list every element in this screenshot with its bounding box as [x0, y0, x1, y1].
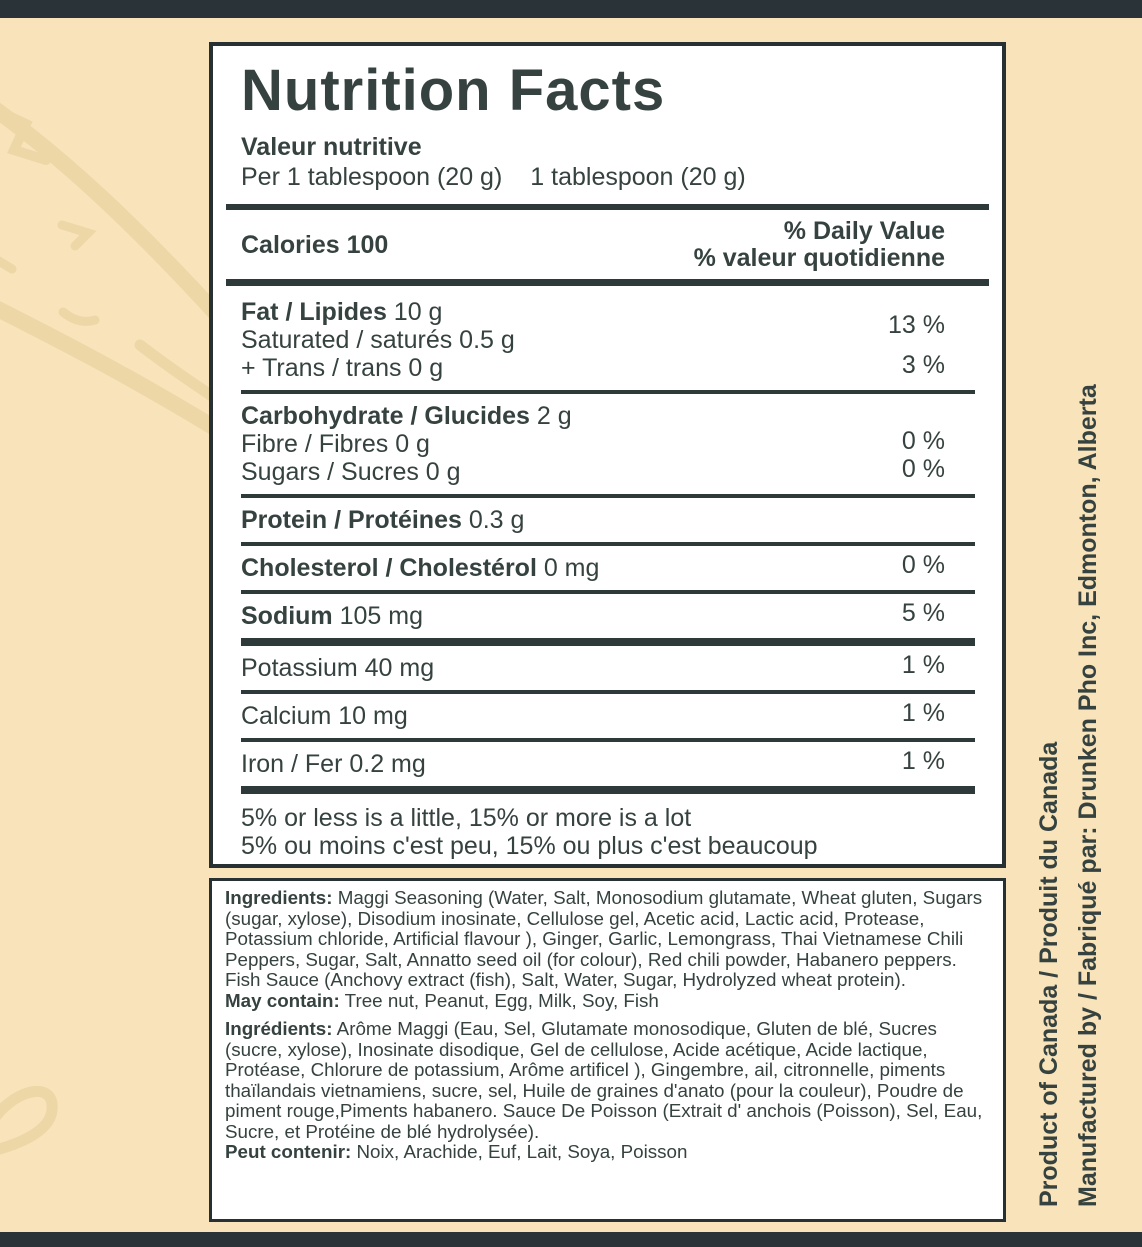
nutrient-amount: Sugars / Sucres 0 g: [241, 458, 461, 486]
ingredients-en-text: Maggi Seasoning (Water, Salt, Monosodium glutamate, Wheat gluten, Sugars (sugar, xylose), Disodium inosinate, Cellulose gel, Acetic acid, Lactic acid, Protease, Potassium chloride, Artificial flavour ), Ginger, Garlic, Lemongrass, Thai Vietnamese Chili Peppers, Sugar, Salt, Annatto seed oil (for colour), Red chili powder, Habanero peppers. Fish Sauce (Anchovy extract (fish), Salt, Water, Sugar, Hydrolyzed wheat protein).: [225, 887, 983, 990]
serving-size-line: [241, 164, 975, 191]
nutrient-row-fat: [241, 298, 975, 326]
nutrient-amount: Calcium 10 mg: [241, 702, 408, 730]
daily-value-percent: 3 %: [901, 351, 945, 379]
peut-contenir-label: Peut contenir:: [225, 1141, 352, 1162]
daily-value-header: [694, 218, 975, 272]
nutrition-facts-title: Nutrition Facts: [241, 58, 666, 123]
ingredients-panel: [209, 878, 1006, 1222]
nutrient-row-sodium: [241, 599, 975, 630]
valeur-nutritive-subtitle: Valeur nutritive: [241, 133, 422, 161]
may-contain-text: Tree nut, Peanut, Egg, Milk, Soy, Fish: [339, 989, 659, 1011]
thick-divider: [241, 786, 975, 794]
daily-value-percent: 1 %: [901, 699, 945, 727]
nutrient-row-calcium: [241, 699, 975, 730]
side-vertical-text: [1030, 267, 1108, 1207]
daily-value-header-en: % Daily Value: [783, 217, 945, 245]
footnote-fr: 5% ou moins c'est peu, 15% ou plus c'est beaucoup: [241, 832, 818, 860]
nutrient-amount: 0 mg: [536, 554, 600, 582]
daily-value-percent: 1 %: [901, 651, 945, 679]
daily-value-header-fr: % valeur quotidienne: [693, 244, 945, 272]
nutrient-amount: 2 g: [529, 402, 572, 430]
ingredients-fr-text: Arôme Maggi (Eau, Sel, Glutamate monosodique, Gluten de blé, Sucres (sucre, xylose), Inosinate disodique, Gel de cellulose, Acide acétique, Acide lactique, Protéase, Chlorure de potassium, Arôme artificel ), Gingembre, ail, citronnelle, piments thaïlandais vietnamiens, sucre, sel, Huile de graines d'anato (pour la couleur), Poudre de piment rouge,Piments habanero. Sauce De Poisson (Extrait d' anchois (Poisson), Sel, Eau, Sucre, et Protéine de blé hydrolysée).: [225, 1018, 983, 1142]
top-border-bar: [0, 0, 1142, 18]
nutrient-amount: Potassium 40 mg: [241, 654, 435, 682]
ingredients-fr: [225, 1019, 990, 1163]
daily-value-footnote: [241, 804, 975, 860]
serving-size-fr: 1 tablespoon (20 g): [530, 163, 746, 191]
ingredients-fr-label: Ingrédients:: [225, 1018, 333, 1039]
nutrient-row-protein: [241, 506, 975, 534]
nutrient-name: Sodium: [241, 602, 333, 630]
nutrient-row-potassium: [241, 651, 975, 682]
peut-contenir-text: Noix, Arachide, Euf, Lait, Soya, Poisson: [351, 1141, 688, 1162]
manufactured-by-text: Manufactured by / Fabriqué par: Drunken Pho Inc, Edmonton, Alberta: [1074, 384, 1102, 1207]
nutrient-row-cholesterol: [241, 551, 975, 582]
calories-value: Calories 100: [241, 230, 389, 259]
nutrient-row-fibre: [241, 427, 975, 458]
nutrient-amount: Fibre / Fibres 0 g: [241, 430, 430, 458]
nutrient-rows: [241, 298, 975, 794]
nutrient-row-sugars: [241, 455, 975, 486]
nutrient-amount: 10 g: [386, 298, 443, 326]
daily-value-percent: 0 %: [901, 427, 945, 455]
divider: [241, 390, 975, 394]
daily-value-percent: 0 %: [901, 551, 945, 579]
may-contain-label: May contain:: [225, 989, 340, 1011]
divider: [241, 590, 975, 594]
daily-value-percent: 13 %: [888, 311, 945, 339]
nutrient-row-iron: [241, 747, 975, 778]
nutrient-name: Protein / Protéines: [241, 506, 462, 534]
nutrient-row-carbohydrate: [241, 402, 975, 430]
thick-divider: [241, 638, 975, 646]
ingredients-en-label: Ingredients:: [225, 887, 333, 908]
bottom-border-bar: [0, 1232, 1142, 1247]
divider: [241, 690, 975, 694]
daily-value-percent: 1 %: [901, 747, 945, 775]
calories-header-row: [241, 210, 975, 279]
serving-size-en: Per 1 tablespoon (20 g): [241, 163, 503, 191]
divider: [241, 542, 975, 546]
nutrition-facts-panel: [209, 42, 1006, 868]
nutrient-amount: + Trans / trans 0 g: [241, 354, 444, 382]
calories-rule: [226, 279, 989, 286]
nutrient-amount: Iron / Fer 0.2 mg: [241, 750, 426, 778]
nutrient-name: Cholesterol / Cholestérol: [241, 554, 537, 582]
nutrient-row-trans: [241, 351, 975, 382]
daily-value-percent: 0 %: [901, 455, 945, 483]
ingredients-en: [225, 888, 990, 1011]
nutrient-amount: 105 mg: [332, 602, 424, 630]
nutrient-amount: Saturated / saturés 0.5 g: [241, 326, 515, 354]
nutrient-amount: 0.3 g: [461, 506, 525, 534]
product-of-canada-text: Product of Canada / Produit du Canada: [1035, 741, 1063, 1207]
divider: [241, 738, 975, 742]
daily-value-percent: 5 %: [901, 599, 945, 627]
nutrient-name: Carbohydrate / Glucides: [241, 402, 530, 430]
divider: [241, 494, 975, 498]
nutrient-name: Fat / Lipides: [241, 298, 387, 326]
footnote-en: 5% or less is a little, 15% or more is a lot: [241, 804, 692, 832]
